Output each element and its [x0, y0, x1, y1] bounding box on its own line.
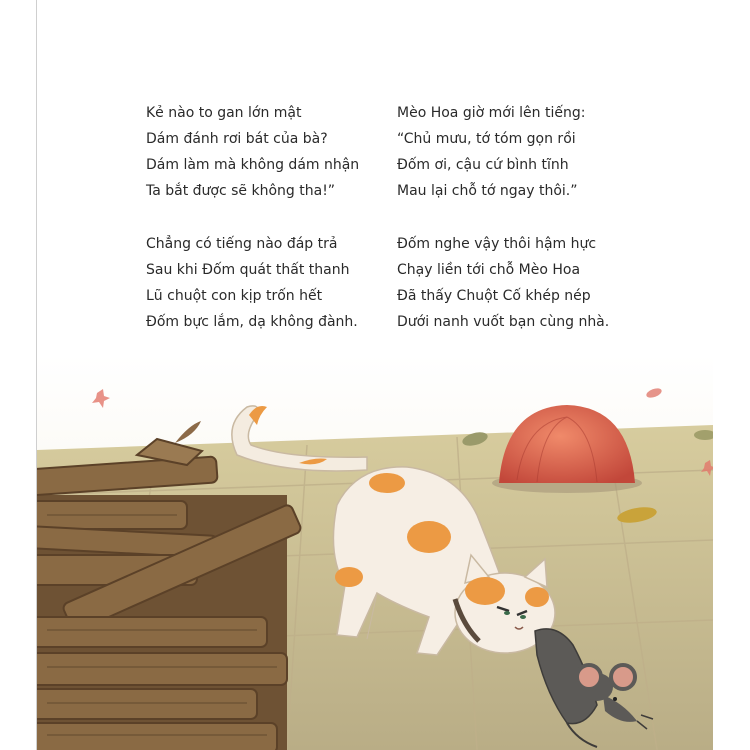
poem-line: Đốm bực lắm, dạ không đành.	[146, 314, 358, 330]
stanza	[146, 100, 359, 204]
poem-right-column	[397, 100, 609, 362]
poem-line: Mèo Hoa giờ mới lên tiếng:	[397, 105, 586, 121]
poem-line: Dám làm mà không dám nhận	[146, 157, 360, 173]
poem-line: Kẻ nào to gan lớn mật	[146, 105, 302, 121]
poem-line: Chạy liền tới chỗ Mèo Hoa	[397, 262, 581, 278]
poem-line: Dám đánh rơi bát của bà?	[146, 131, 328, 147]
poem-line: Ta bắt được sẽ không tha!”	[146, 183, 336, 199]
poem-line: Đã thấy Chuột Cố khép nép	[397, 288, 591, 304]
poem-line: Đốm nghe vậy thôi hậm hực	[397, 236, 597, 252]
poem-line: Lũ chuột con kịp trốn hết	[146, 288, 323, 304]
poem-left-column	[146, 100, 359, 362]
stanza	[146, 231, 359, 335]
poem-line: “Chủ mưu, tớ tóm gọn rồi	[397, 131, 576, 147]
poem-line: Dưới nanh vuốt bạn cùng nhà.	[397, 314, 610, 330]
stanza	[397, 100, 609, 204]
illustration	[37, 355, 713, 750]
poem-line: Mau lại chỗ tớ ngay thôi.”	[397, 183, 578, 199]
poem-line: Đốm ơi, cậu cứ bình tĩnh	[397, 157, 569, 173]
poem-line: Chẳng có tiếng nào đáp trả	[146, 236, 338, 252]
stanza	[397, 231, 609, 335]
poem-line: Sau khi Đốm quát thất thanh	[146, 262, 350, 278]
